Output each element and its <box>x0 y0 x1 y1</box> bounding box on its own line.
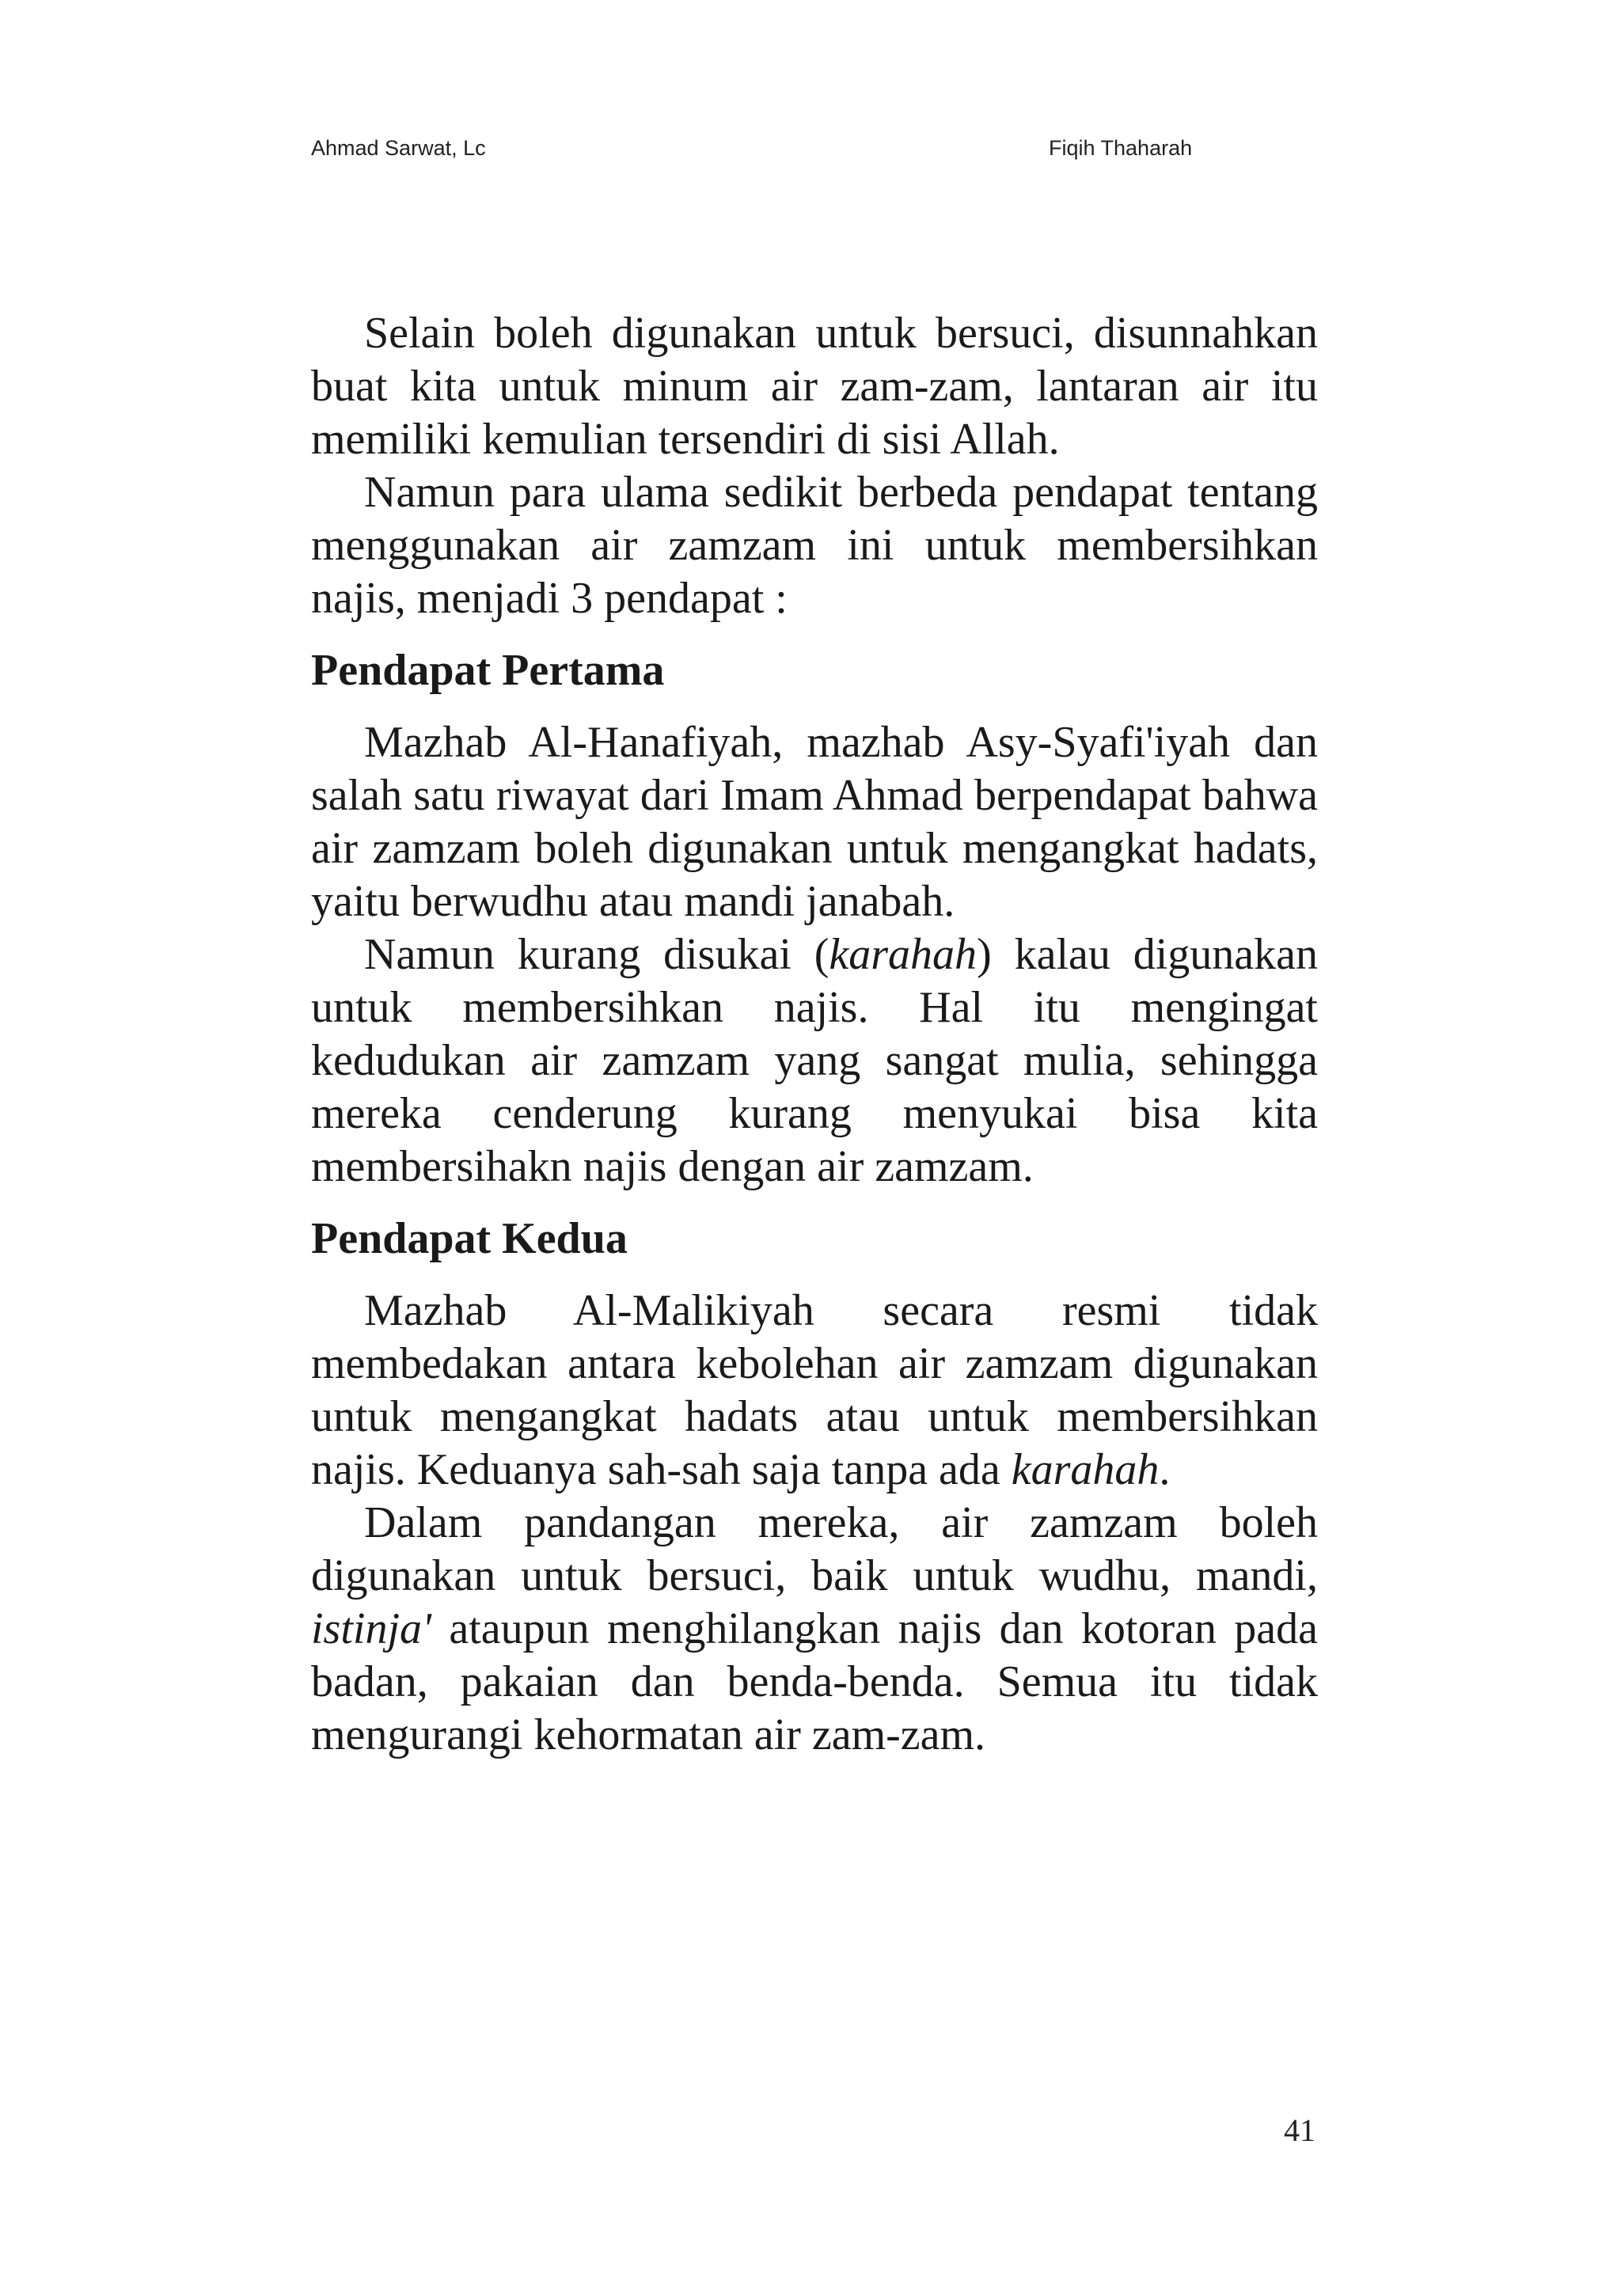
text-run: Mazhab Al-Malikiyah secara resmi tidak membedakan antara kebolehan air zamzam digunakan untuk mengangkat hadats atau untuk membersihkan najis. Keduanya sah-sah saja tanpa ada <box>311 1286 1318 1494</box>
page-body <box>311 307 1318 1762</box>
paragraph: Selain boleh digunakan untuk bersuci, disunnahkan buat kita untuk minum air zam-zam, lantaran air itu memiliki kemulian tersendiri di sisi Allah. <box>311 309 1318 464</box>
section-heading: Pendapat Pertama <box>311 646 665 695</box>
text-run: ataupun menghilangkan najis dan kotoran pada badan, pakaian dan benda-benda. Semua itu tidak mengurangi kehormatan air zam-zam. <box>311 1604 1318 1759</box>
italic-term: istinja' <box>311 1604 432 1653</box>
italic-term: karahah <box>1011 1445 1160 1494</box>
paragraph: Mazhab Al-Hanafiyah, mazhab Asy-Syafi'iyah dan salah satu riwayat dari Imam Ahmad berpendapat bahwa air zamzam boleh digunakan untuk mengangkat hadats, yaitu berwudhu atau mandi janabah. <box>311 718 1318 926</box>
paragraph: Namun para ulama sedikit berbeda pendapat tentang menggunakan air zamzam ini untuk membersihkan najis, menjadi 3 pendapat : <box>311 468 1318 623</box>
text-run: . <box>1159 1445 1171 1494</box>
running-header-author: Ahmad Sarwat, Lc <box>311 136 486 160</box>
page-number: 41 <box>1284 2112 1315 2148</box>
section-heading: Pendapat Kedua <box>311 1214 628 1263</box>
italic-term: karahah <box>829 930 978 979</box>
paragraph <box>311 1285 1318 1497</box>
text-run: Dalam pandangan mereka, air zamzam boleh digunakan untuk bersuci, baik untuk wudhu, mandi, <box>311 1498 1318 1600</box>
text-run: Namun kurang disukai ( <box>364 930 829 979</box>
paragraph <box>311 928 1318 1194</box>
text-run: ) kalau digunakan untuk membersihkan najis. Hal itu mengingat kedudukan air zamzam yang sangat mulia, sehingga mereka cenderung kurang menyukai bisa kita membersihakn najis dengan air zamzam. <box>311 930 1318 1191</box>
paragraph <box>311 1497 1318 1762</box>
running-header-title: Fiqih Thaharah <box>1049 136 1193 160</box>
